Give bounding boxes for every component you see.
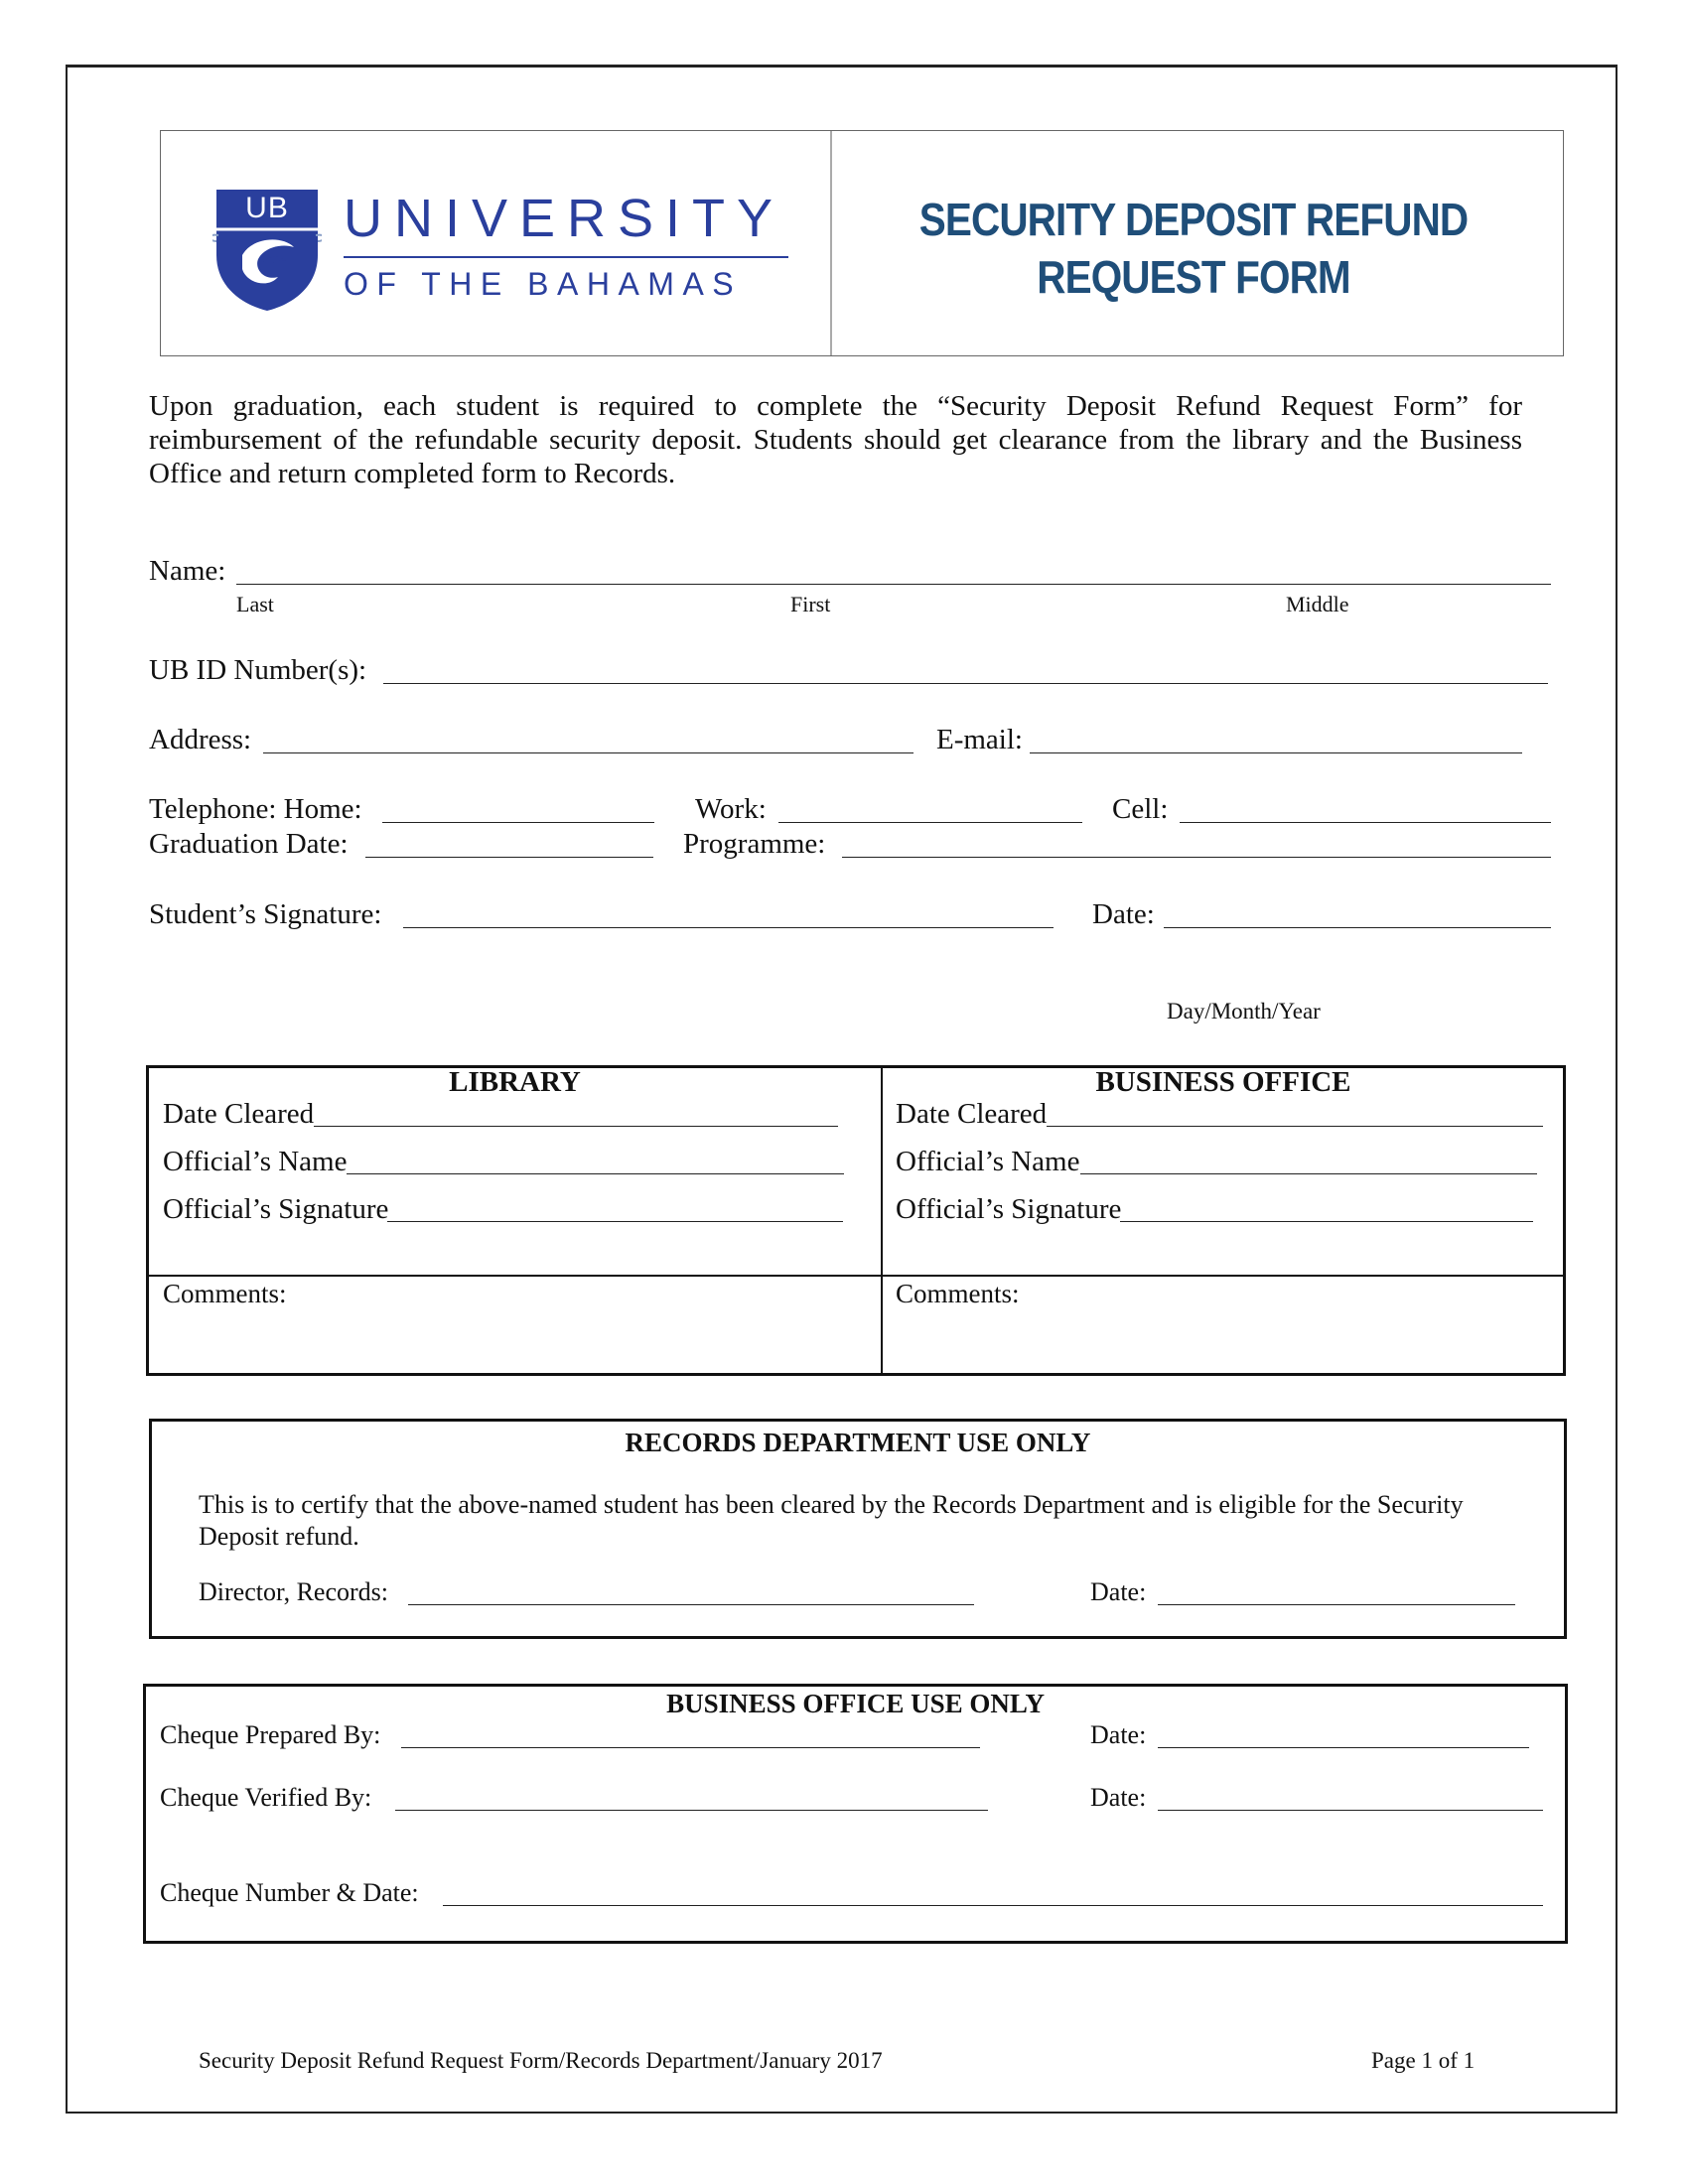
form-title-line2: REQUEST FORM xyxy=(1037,251,1350,303)
graduation-date-field[interactable] xyxy=(365,857,653,858)
email-label: E-mail: xyxy=(936,724,1023,755)
graduation-date-label: Graduation Date: xyxy=(149,828,349,860)
cheque-prepared-date-field[interactable] xyxy=(1158,1747,1529,1748)
cheque-verified-field[interactable] xyxy=(395,1810,988,1811)
name-label: Name: xyxy=(149,555,226,587)
phone-home-label: Telephone: Home: xyxy=(149,793,362,825)
header-box xyxy=(160,130,1564,356)
business-official-name-label: Official’s Name xyxy=(896,1146,1080,1177)
name-sub-first: First xyxy=(790,592,831,616)
header-divider xyxy=(830,131,832,355)
phone-cell-label: Cell: xyxy=(1112,793,1169,825)
records-date-field[interactable] xyxy=(1158,1604,1515,1605)
library-comments-label: Comments: xyxy=(163,1279,287,1308)
business-official-signature-field[interactable] xyxy=(1120,1221,1533,1222)
business-comments-label: Comments: xyxy=(896,1279,1020,1308)
business-comments-field[interactable] xyxy=(884,1310,1563,1372)
address-field[interactable] xyxy=(263,752,914,753)
name-sub-middle: Middle xyxy=(1286,592,1349,616)
student-signature-label: Student’s Signature: xyxy=(149,898,382,930)
programme-label: Programme: xyxy=(683,828,826,860)
library-official-signature-field[interactable] xyxy=(387,1221,843,1222)
footer-form-reference: Security Deposit Refund Request Form/Records Department/January 2017 xyxy=(199,2048,883,2073)
clearance-comments-rule xyxy=(146,1275,1566,1277)
cheque-prepared-field[interactable] xyxy=(401,1747,980,1748)
cheque-prepared-label: Cheque Prepared By: xyxy=(160,1720,381,1749)
student-date-label: Date: xyxy=(1092,898,1155,930)
ub-id-field[interactable] xyxy=(383,683,1548,684)
phone-work-label: Work: xyxy=(695,793,767,825)
programme-field[interactable] xyxy=(842,857,1551,858)
student-date-field[interactable] xyxy=(1164,927,1551,928)
records-director-field[interactable] xyxy=(408,1604,974,1605)
library-official-name-label: Official’s Name xyxy=(163,1146,348,1177)
library-date-cleared-field[interactable] xyxy=(314,1126,838,1127)
form-title xyxy=(888,191,1499,306)
logo-wordmark-bahamas: OF THE BAHAMAS xyxy=(344,266,743,302)
form-title-line1: SECURITY DEPOSIT REFUND xyxy=(918,194,1469,245)
business-date-cleared-field[interactable] xyxy=(1047,1126,1543,1127)
footer-page-number: Page 1 of 1 xyxy=(1371,2048,1476,2073)
business-heading: BUSINESS OFFICE xyxy=(1095,1066,1351,1098)
library-heading: LIBRARY xyxy=(449,1066,581,1098)
logo-badge-text: UB xyxy=(245,192,289,224)
business-date-cleared-label: Date Cleared xyxy=(896,1098,1048,1130)
phone-cell-field[interactable] xyxy=(1180,822,1551,823)
library-comments-field[interactable] xyxy=(149,1310,879,1372)
phone-home-field[interactable] xyxy=(382,822,654,823)
library-date-cleared-label: Date Cleared xyxy=(163,1098,315,1130)
logo-wordmark-university: UNIVERSITY xyxy=(344,189,785,248)
name-sub-last: Last xyxy=(236,592,274,616)
cheque-number-label: Cheque Number & Date: xyxy=(160,1878,419,1907)
phone-work-field[interactable] xyxy=(778,822,1082,823)
university-logo xyxy=(212,186,322,313)
cheque-verified-date-label: Date: xyxy=(1090,1783,1147,1812)
name-field[interactable] xyxy=(236,584,1551,585)
library-official-signature-label: Official’s Signature xyxy=(163,1193,389,1225)
date-format-hint: Day/Month/Year xyxy=(1167,999,1321,1024)
records-certify-text: This is to certify that the above-named student has been cleared by the Records Department and is eligible for the Security Deposit refund. xyxy=(199,1490,1464,1551)
business-official-signature-label: Official’s Signature xyxy=(896,1193,1122,1225)
intro-paragraph: Upon graduation, each student is required to complete the “Security Deposit Refund Request Form” for reimbursement of the refundable security deposit. Students should get clearance from the library and the Business Office and return completed form to Records. xyxy=(149,390,1522,489)
address-label: Address: xyxy=(149,724,252,755)
cheque-verified-label: Cheque Verified By: xyxy=(160,1783,372,1812)
clearance-divider xyxy=(881,1065,883,1376)
business-use-heading: BUSINESS OFFICE USE ONLY xyxy=(666,1689,1045,1718)
email-field[interactable] xyxy=(1030,752,1522,753)
records-date-label: Date: xyxy=(1090,1577,1147,1606)
student-signature-field[interactable] xyxy=(403,927,1054,928)
ub-id-label: UB ID Number(s): xyxy=(149,654,367,686)
library-official-name-field[interactable] xyxy=(347,1173,844,1174)
cheque-verified-date-field[interactable] xyxy=(1158,1810,1543,1811)
records-heading: RECORDS DEPARTMENT USE ONLY xyxy=(625,1428,1091,1457)
logo-rule xyxy=(344,256,788,258)
cheque-number-field[interactable] xyxy=(443,1905,1543,1906)
business-official-name-field[interactable] xyxy=(1080,1173,1537,1174)
records-director-label: Director, Records: xyxy=(199,1577,389,1606)
cheque-prepared-date-label: Date: xyxy=(1090,1720,1147,1749)
